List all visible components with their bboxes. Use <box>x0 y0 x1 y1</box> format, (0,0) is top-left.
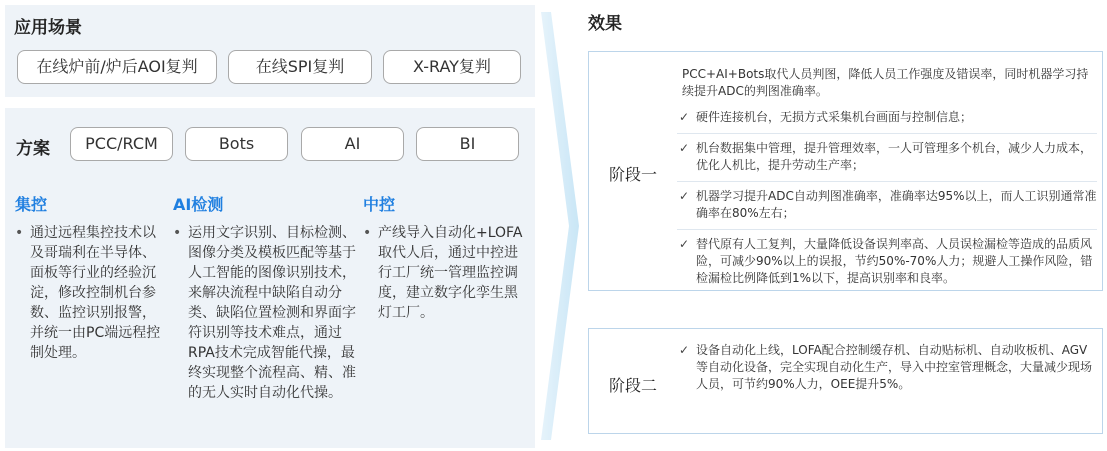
check-icon: ✓ <box>679 141 690 155</box>
stage-one-intro: PCC+AI+Bots取代人员判图，降低人员工作强度及错误率，同时机器学习持续提升ADC的判图准确率。 <box>682 67 1089 98</box>
column-text: 运用文字识别、目标检测、图像分类及模板匹配等基于人工智能的图像识别技术，来解决流程中缺陷自动分类、缺陷位置检测和界面字符识别等技术难点，通过RPA技术完成智能代操，最终实现整个流程高、精、准的无人实时自动化代操。 <box>188 225 356 401</box>
stage-one-item <box>677 188 1097 230</box>
column-body <box>173 223 361 403</box>
column-text: 通过远程集控技术以及哥瑞利在半导体、面板等行业的经验沉淀，修改控制机台参数、监控识别报警，并统一由PC端远程控制处理。 <box>30 225 161 361</box>
scenario-spi: 在线SPI复判 <box>228 50 372 84</box>
bullet-icon: • <box>15 225 24 241</box>
column-body <box>15 223 165 363</box>
check-icon: ✓ <box>679 189 690 203</box>
item-text: 机台数据集中管理，提升管理效率，一人可管理多个机台，减少人力成本，优化人机比，提升劳动生产率； <box>696 141 1093 172</box>
stage-two-box <box>588 328 1103 434</box>
plan-column-central-control <box>15 192 165 363</box>
stage-one-item <box>677 109 1097 134</box>
stage-two-item <box>677 342 1097 400</box>
plan-option-pcc: PCC/RCM <box>70 127 173 161</box>
stage-two-label: 阶段二 <box>609 376 658 395</box>
stage-two-content <box>677 342 1097 406</box>
item-text: 机器学习提升ADC自动判图准确率，准确率达95%以上，而人工识别通常准确率在80%左右； <box>696 189 1097 220</box>
plan-column-central-room <box>363 192 525 323</box>
stage-one-box <box>588 51 1103 291</box>
stage-one-item <box>677 236 1097 294</box>
scenario-xray: X-RAY复判 <box>383 50 521 84</box>
check-icon: ✓ <box>679 343 690 357</box>
column-text: 产线导入自动化+LOFA取代人后，通过中控进行工厂统一管理监控调度，建立数字化孪生黑灯工厂。 <box>378 225 523 321</box>
plan-option-ai: AI <box>301 127 404 161</box>
item-text: 替代原有人工复判，大量降低设备误判率高、人员误检漏检等造成的品质风险，可减少90%以上的误报，节约50%-70%人力；规避人工操作风险，错检漏检比例降低到1%以下，提高识别率和良率。 <box>696 237 1093 285</box>
column-title: 集控 <box>15 195 48 214</box>
check-icon: ✓ <box>679 237 690 251</box>
column-title: 中控 <box>363 195 396 214</box>
bullet-icon: • <box>363 225 372 241</box>
application-title: 应用场景 <box>14 18 82 38</box>
check-icon: ✓ <box>679 110 690 124</box>
bullet-icon: • <box>173 225 182 241</box>
plan-panel <box>5 108 535 448</box>
stage-one-label: 阶段一 <box>609 165 658 184</box>
column-body <box>363 223 525 323</box>
stage-one-item <box>677 140 1097 182</box>
item-text: 硬件连接机台，无损方式采集机台画面与控制信息； <box>696 110 973 124</box>
plan-option-bi: BI <box>416 127 519 161</box>
plan-label: 方案 <box>16 139 50 159</box>
scenario-aoi: 在线炉前/炉后AOI复判 <box>17 50 217 84</box>
application-panel <box>5 5 535 97</box>
item-text: 设备自动化上线，LOFA配合控制缓存机、自动贴标机、自动收板机、AGV等自动化设备，完全实现自动化生产，导入中控室管理概念，大量减少现场人员，可节约90%人力，OEE提升5%。 <box>696 343 1093 391</box>
column-title: AI检测 <box>173 195 224 214</box>
effect-title: 效果 <box>588 14 622 34</box>
connector-arrow <box>541 12 579 440</box>
plan-option-bots: Bots <box>185 127 288 161</box>
plan-column-ai-detection <box>173 192 361 403</box>
stage-one-content <box>677 66 1097 300</box>
